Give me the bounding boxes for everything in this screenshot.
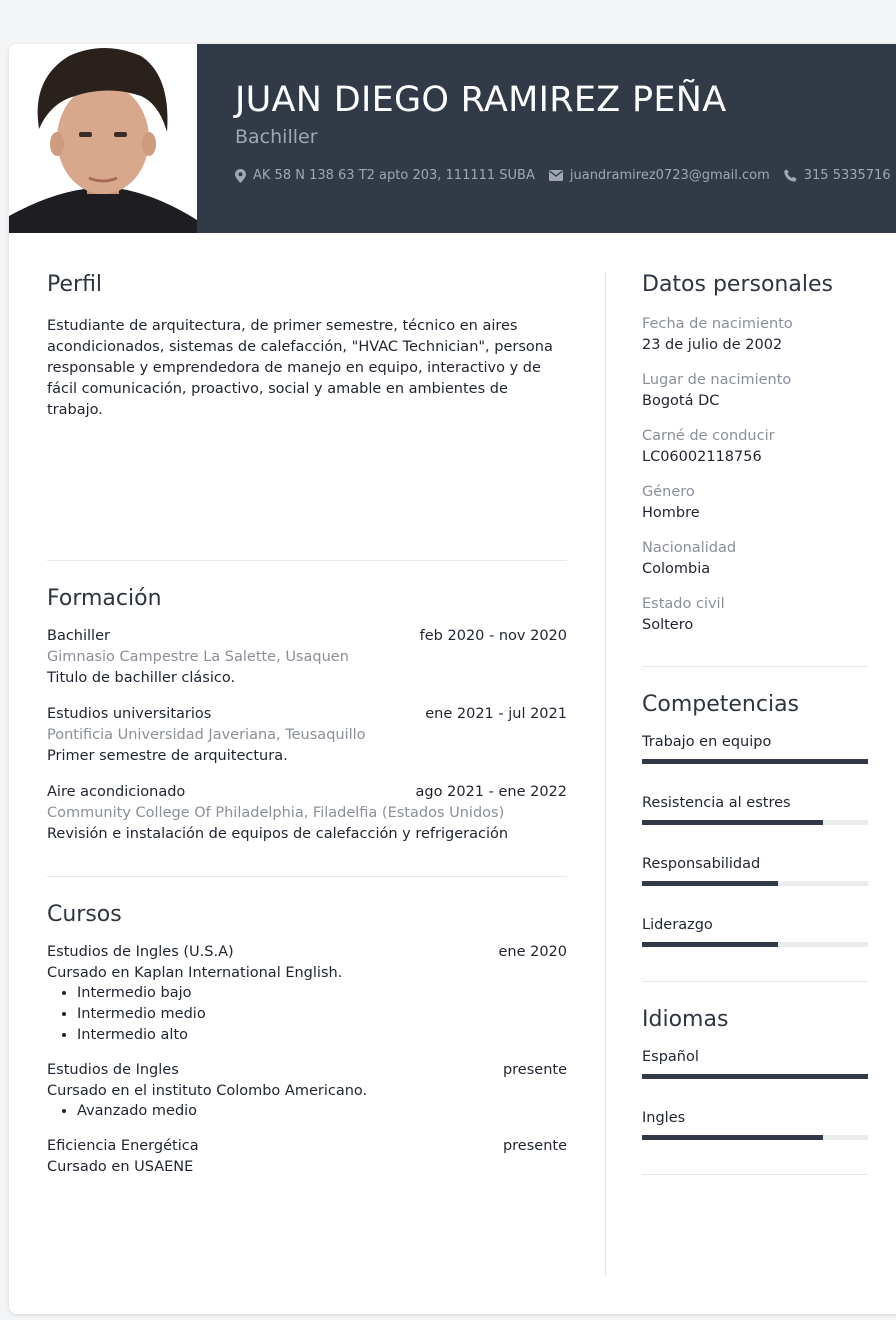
side-column — [642, 272, 868, 1175]
personal-field — [642, 428, 868, 465]
course-dates: ene 2020 — [498, 944, 567, 960]
skill-level-bar — [642, 820, 868, 825]
course-dates: presente — [502, 1062, 567, 1078]
list-item: • Intermedio medio — [77, 1004, 567, 1025]
course-description: Cursado en USAENE — [47, 1159, 194, 1175]
course-item — [47, 1062, 567, 1122]
course-dates: presente — [502, 1138, 567, 1154]
education-title: Estudios universitarios — [47, 706, 212, 722]
list-item: • Avanzado medio — [77, 1101, 567, 1122]
course-bullet-list — [47, 1101, 567, 1122]
skill-level-fill — [642, 881, 778, 886]
skill-name: Liderazgo — [642, 917, 713, 933]
job-title: Bachiller — [235, 126, 318, 148]
personal-field — [642, 372, 868, 409]
skill-item — [642, 1110, 868, 1140]
personal-field-value: 23 de julio de 2002 — [642, 337, 783, 353]
skill-item — [642, 856, 868, 886]
education-section — [47, 586, 567, 842]
course-item — [47, 1138, 567, 1175]
course-item — [47, 944, 567, 1046]
section-divider — [47, 560, 567, 561]
full-name: JUAN DIEGO RAMIREZ PEÑA — [235, 80, 727, 120]
course-bullet-list — [47, 983, 567, 1046]
skill-level-fill — [642, 942, 778, 947]
personal-field-label: Estado civil — [642, 596, 725, 612]
courses-section — [47, 902, 567, 1175]
profile-photo — [9, 44, 197, 233]
skill-item — [642, 734, 868, 764]
skill-name: Resistencia al estres — [642, 795, 791, 811]
personal-field-value: LC06002118756 — [642, 449, 762, 465]
education-institution: Gimnasio Campestre La Salette, Usaquen — [47, 649, 349, 665]
profile-section — [47, 272, 567, 421]
skill-level-fill — [642, 1074, 868, 1079]
profile-heading: Perfil — [47, 272, 103, 297]
personal-field-value: Hombre — [642, 505, 700, 521]
contact-list — [235, 168, 896, 183]
education-dates: ago 2021 - ene 2022 — [415, 784, 567, 800]
skill-level-bar — [642, 1135, 868, 1140]
personal-section — [642, 272, 868, 633]
resume-page — [9, 44, 896, 1314]
skill-level-fill — [642, 820, 823, 825]
contact-phone-text: 315 5335716 — [803, 168, 891, 183]
section-divider — [642, 666, 868, 667]
section-divider — [47, 876, 567, 877]
education-institution: Pontificia Universidad Javeriana, Teusaquillo — [47, 727, 366, 743]
contact-email-text: juandramirez0723@gmail.com — [569, 168, 770, 183]
skill-name: Trabajo en equipo — [642, 734, 772, 750]
personal-field-value: Colombia — [642, 561, 711, 577]
skill-level-bar — [642, 759, 868, 764]
skills-section — [642, 692, 868, 947]
education-institution: Community College Of Philadelphia, Filadelfia (Estados Unidos) — [47, 805, 505, 821]
contact-address — [235, 168, 535, 183]
skill-level-bar — [642, 942, 868, 947]
education-description: Titulo de bachiller clásico. — [47, 670, 236, 686]
list-item: • Intermedio alto — [77, 1025, 567, 1046]
education-heading: Formación — [47, 586, 162, 611]
envelope-icon — [549, 170, 563, 181]
education-title: Bachiller — [47, 628, 110, 644]
contact-phone[interactable] — [784, 168, 891, 183]
skill-level-bar — [642, 1074, 868, 1079]
personal-field-label: Nacionalidad — [642, 540, 737, 556]
personal-field — [642, 316, 868, 353]
education-dates: feb 2020 - nov 2020 — [419, 628, 567, 644]
courses-heading: Cursos — [47, 902, 122, 927]
personal-heading: Datos personales — [642, 272, 833, 297]
course-description: Cursado en el instituto Colombo Americano. — [47, 1083, 368, 1099]
skill-name: Español — [642, 1049, 699, 1065]
skills-list — [642, 734, 868, 947]
main-column — [47, 272, 567, 1175]
personal-field-value: Soltero — [642, 617, 694, 633]
skill-item — [642, 1049, 868, 1079]
profile-text: Estudiante de arquitectura, de primer semestre, técnico en aires acondicionados, sistemas de calefacción, "HVAC Technician", persona responsable y emprendedora de manejo en equipo, interactivo y de fácil comunicación, proactivo, social y amable en ambientes de trabajo. — [47, 318, 553, 418]
languages-heading: Idiomas — [642, 1007, 729, 1032]
personal-field-label: Lugar de nacimiento — [642, 372, 792, 388]
personal-field-label: Carné de conducir — [642, 428, 775, 444]
contact-address-text: AK 58 N 138 63 T2 apto 203, 111111 SUBA — [253, 168, 535, 183]
phone-icon — [784, 169, 797, 182]
personal-field-value: Bogotá DC — [642, 393, 720, 409]
list-item: • Intermedio bajo — [77, 983, 567, 1004]
personal-field-label: Género — [642, 484, 695, 500]
education-item — [47, 784, 567, 842]
course-title: Estudios de Ingles (U.S.A) — [47, 944, 234, 960]
education-dates: ene 2021 - jul 2021 — [425, 706, 567, 722]
languages-list — [642, 1049, 868, 1140]
education-title: Aire acondicionado — [47, 784, 186, 800]
personal-field — [642, 540, 868, 577]
section-divider — [642, 981, 868, 982]
personal-field — [642, 484, 868, 521]
skill-name: Ingles — [642, 1110, 686, 1126]
column-divider — [605, 272, 606, 1276]
personal-field-label: Fecha de nacimiento — [642, 316, 793, 332]
map-marker-icon — [235, 169, 246, 183]
skill-name: Responsabilidad — [642, 856, 761, 872]
course-title: Eficiencia Energética — [47, 1138, 199, 1154]
skill-level-fill — [642, 759, 868, 764]
resume-header — [197, 44, 896, 233]
languages-section — [642, 1007, 868, 1140]
skills-heading: Competencias — [642, 692, 800, 717]
skill-level-bar — [642, 881, 868, 886]
education-item — [47, 706, 567, 764]
personal-field — [642, 596, 868, 633]
education-item — [47, 628, 567, 686]
education-description: Revisión e instalación de equipos de calefacción y refrigeración — [47, 826, 509, 842]
skill-item — [642, 795, 868, 825]
skill-level-fill — [642, 1135, 823, 1140]
contact-email[interactable] — [549, 168, 770, 183]
education-description: Primer semestre de arquitectura. — [47, 748, 288, 764]
course-description: Cursado en Kaplan International English. — [47, 965, 343, 981]
skill-item — [642, 917, 868, 947]
section-divider — [642, 1174, 868, 1175]
course-title: Estudios de Ingles — [47, 1062, 179, 1078]
